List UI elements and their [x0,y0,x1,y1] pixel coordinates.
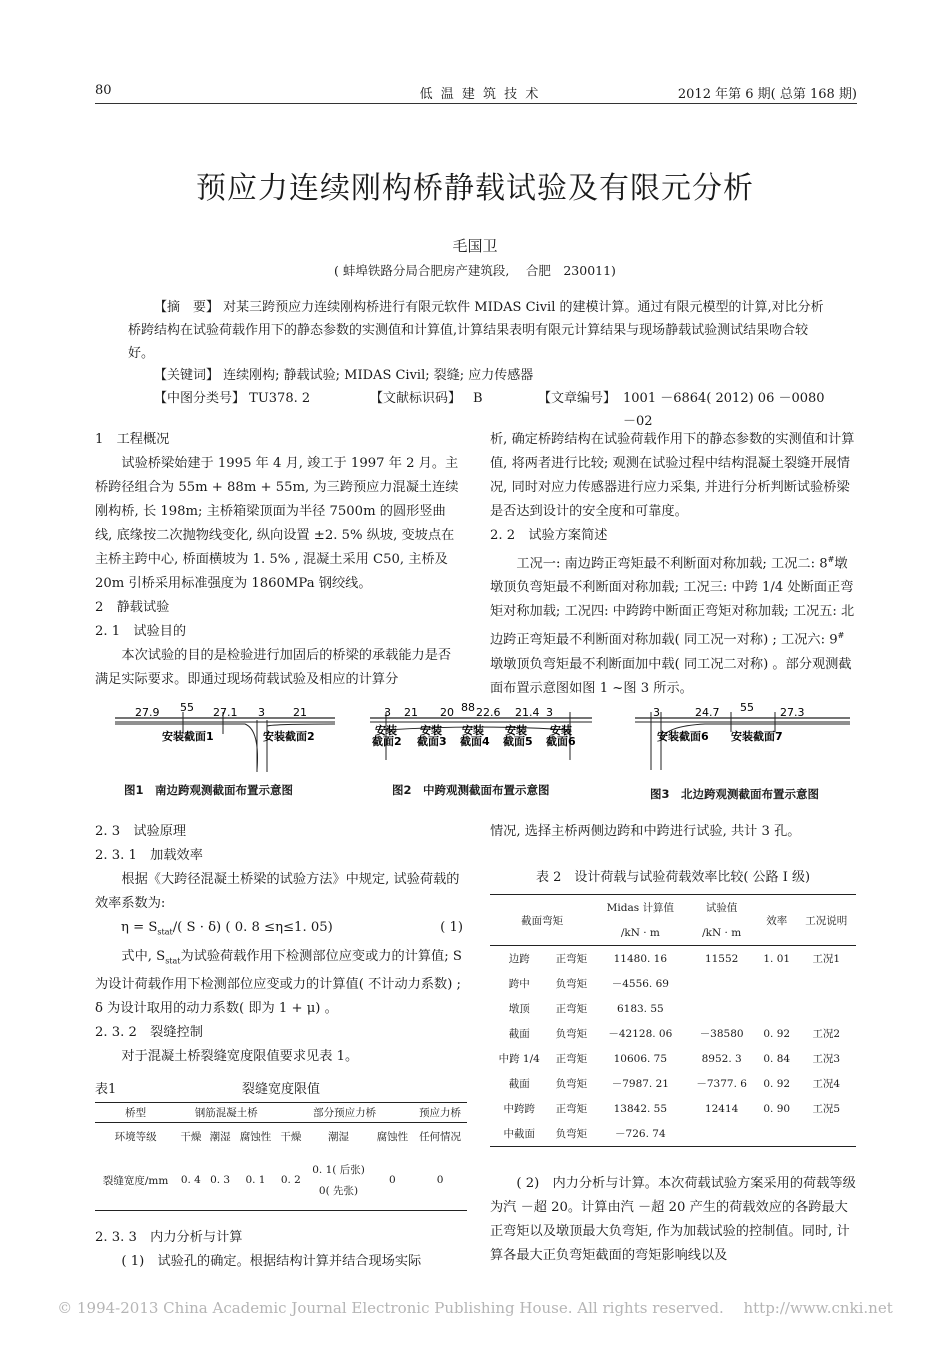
table-cell: 工况1 [812,953,841,965]
table-cell: 干燥 [280,1131,302,1144]
table-cell: 工况3 [812,1053,841,1065]
article-number: 1001 －6864( 2012) 06 －0080 －02 [623,391,825,429]
text: 式中, S [121,948,166,964]
doc-label: 【文献标识码】 [370,391,462,406]
section-label: 安装截面1 [162,730,214,743]
table-cell: 干燥 [180,1131,202,1144]
table-cell: 0. 92 [763,1027,791,1040]
table-header: 工况说明 [805,914,848,927]
formula-number: ( 1) [440,920,463,935]
paragraph: 对于混凝土桥裂缝宽度限值要求见表 1。 [121,1049,359,1065]
superscript: # [827,555,835,564]
table-cell: －38580 [699,1028,744,1040]
section-label: 截面4 [460,735,490,748]
table-cell: 边跨 [508,953,530,965]
left-column-bottom [95,820,463,1069]
table-2 [490,894,856,1147]
table-cell: 中跨跨 [503,1103,535,1115]
dim-label: 3 [653,706,660,719]
issue-info: 2012 年第 6 期( 总第 168 期) [677,87,857,102]
table-1-label: 表1 [95,1082,117,1097]
table-cell: 桥型 [125,1107,147,1119]
page-number: 80 [95,83,112,98]
heading-2-3-1: 2. 3. 1 加载效率 [95,848,203,863]
dim-label: 24.7 [695,706,720,719]
paragraph: 本次试验的目的是检验进行加固后的桥梁的承载能力是否满足实际要求。即通过现场荷载试验及相应的计算分 [95,648,452,687]
heading-2-3-2: 2. 3. 2 裂缝控制 [95,1025,203,1041]
table-cell: 正弯矩 [555,953,588,965]
heading-2-3: 2. 3 试验原理 [95,824,187,839]
table-header: /kN · m [620,926,660,939]
section-label: 安装截面2 [263,730,315,743]
table-cell: 0. 84 [763,1052,791,1065]
left-column-end [95,1226,463,1274]
paragraph: 析, 确定桥跨结构在试验荷载作用下的静态参数的实测值和计算值, 将两者进行比较; 观测在试验过程中结构混凝土裂缝开展情况, 同时对应力传感器进行应力采集, 并进行分析判断试验桥梁是否达到设计的安全度和可靠度。 [490,432,855,519]
paragraph: 根据《大跨径混凝土桥梁的试验方法》中规定, 试验荷载的效率系数为: [95,872,460,911]
figure-1-caption: 图1 南边跨观测截面布置示意图 [124,783,293,797]
right-column-bottom [490,820,856,844]
dim-label: 27.3 [780,706,805,719]
paragraph [95,945,463,1022]
table-cell: 裂缝宽度/mm [102,1174,169,1187]
dim-label: 20 [440,706,454,719]
paragraph: 情况, 选择主桥两侧边跨和中跨进行试验, 共计 3 孔。 [490,824,801,839]
table-cell: 0 [436,1174,444,1187]
table-cell: 工况2 [812,1028,841,1040]
table-cell: 负弯矩 [555,1028,588,1040]
text: 墩墩顶负弯矩最不利断面加中载( 同工况二对称) 。部分观测截面布置示意图如图 1 ~图 3 所示。 [490,656,852,696]
table-cell: 0. 1 [245,1174,266,1187]
paragraph: 试验桥梁始建于 1995 年 4 月, 竣工于 1997 年 2 月。主桥跨径组合为 55m + 88m + 55m, 为三跨预应力混凝土连续刚构桥, 长 198m; 主桥箱梁顶面为半径 7500m 的圆形竖曲线, 底缘按二次抛物线变化, 纵向设置 ±2. 5% 纵坡, 变坡点在主桥主跨中心, 桥面横坡为 1. 5% , 混凝土采用 C50, 主桥及 20m 引桥采用标准强度为 1860MPa 钢绞线。 [95,456,459,591]
table-row [490,1096,856,1121]
dim-label: 3 [258,706,265,719]
journal-name: 低 温 建 筑 技 术 [419,87,541,102]
right-column-end [490,1172,856,1268]
table-cell: 潮湿 [328,1131,350,1144]
table-cell: 0. 92 [763,1077,791,1090]
table-header: 试验值 [705,902,738,914]
table-cell: 10606. 75 [613,1052,668,1065]
table-cell [797,971,856,996]
formula-text: η = S [121,920,158,935]
table-cell: 中截面 [503,1128,535,1140]
table-row [490,971,856,996]
table-cell: －726. 74 [615,1128,666,1140]
keywords-label: 【关键词】 [154,368,220,383]
abstract-label: 【摘 要】 [154,300,220,315]
table-header: 效率 [766,914,788,927]
paper-title: 预应力连续刚构桥静载试验及有限元分析 [196,171,754,206]
table-header: /kN · m [702,926,742,939]
heading-2-2: 2. 2 试验方案简述 [490,528,608,543]
table-row [490,1121,856,1147]
keywords [128,364,828,387]
table-cell: 0. 4 [180,1174,201,1187]
section-label: 安装 [462,724,484,737]
table-header: Midas 计算值 [606,902,674,914]
section-label: 截面5 [503,735,533,748]
table-cell: 0. 3 [210,1174,231,1187]
section-label: 安装 [375,724,397,737]
table-cell: 1. 01 [763,952,791,965]
section-label: 截面3 [417,735,447,748]
table-header: 截面弯矩 [521,914,564,927]
table-cell: 环境等级 [114,1131,157,1144]
table-cell: 正弯矩 [555,1053,588,1065]
table-cell: 负弯矩 [555,1128,588,1140]
clc-code: TU378. 2 [249,391,311,406]
text: 工况一: 南边跨正弯矩最不利断面对称加载; 工况二: 8 [516,556,828,572]
table-cell: 工况5 [812,1103,841,1115]
subscript: stat [165,956,181,966]
text: 墩墩顶负弯矩最不利断面对称加载; 工况三: 中跨 1/4 处断面正弯矩对称加载; 工况四: 中跨跨中断面正弯矩对称加载; 工况五: 北边跨正弯矩最不利断面对称加载( 同工况一对称) ; 工况六: 9 [490,556,855,648]
formula [95,916,463,945]
table-cell: 部分预应力桥 [313,1107,377,1119]
table-cell: 负弯矩 [555,1078,588,1090]
table-cell: 截面 [508,1028,530,1040]
table-cell: 潮湿 [209,1131,231,1144]
table-row [490,1046,856,1071]
table-row [490,1021,856,1046]
author: 毛国卫 [452,237,498,255]
table-cell: －7987. 21 [611,1078,669,1090]
dim-label: 88 [461,701,475,714]
table-cell: 腐蚀性 [239,1131,272,1144]
table-cell: 12414 [704,1102,739,1115]
dim-label: 27.9 [135,706,160,719]
dim-label: 21.4 [515,706,540,719]
table-cell: －4556. 69 [611,978,669,990]
heading-2: 2 静载试验 [95,600,170,615]
paragraph: ( 2) 内力分析与计算。本次荷载试验方案采用的荷载等级为汽 －超 20。计算由汽 －超 20 产生的荷载效应的各跨最大正弯矩以及墩顶最大负弯矩, 作为加载试验的控制值。同时, 计算各最大正负弯矩截面的弯矩影响线以及 [490,1176,856,1263]
dim-label: 21 [404,706,418,719]
formula-text: /( S · δ) ( 0. 8 ≤η≤1. 05) [172,920,333,935]
table-cell [686,1121,756,1147]
table-2-title: 表 2 设计荷载与试验荷载效率比较( 公路 I 级) [535,870,811,885]
heading-1: 1 工程概况 [95,432,170,447]
abstract-text: 对某三跨预应力连续刚构桥进行有限元软件 MIDAS Civil 的建模计算。通过有限元模型的计算,对比分析桥跨结构在试验荷载作用下的静态参数的实测值和计算值,计算结果表明有限元计算结果与现场静载试验测试结果吻合较好。 [128,300,824,361]
table-cell: 中跨 1/4 [498,1053,540,1065]
table-cell [686,996,756,1021]
table-cell: 正弯矩 [555,1003,588,1015]
table-cell: 11552 [704,952,739,965]
table-cell: 13842. 55 [613,1102,668,1115]
table-cell: 跨中 [508,978,530,990]
clc-label: 【中图分类号】 [154,391,246,406]
table-cell: 0. 2 [280,1174,301,1187]
table-cell: 6183. 55 [616,1002,664,1015]
dim-label: 27.1 [213,706,238,719]
table-cell [797,1121,856,1147]
heading-2-3-3: 2. 3. 3 内力分析与计算 [95,1230,243,1245]
table-cell [305,1151,371,1211]
dim-label: 21 [293,706,307,719]
table-cell: 负弯矩 [555,978,588,990]
classification [128,387,828,429]
table-1-title: 裂缝宽度限值 [241,1082,320,1097]
section-label: 截面2 [372,735,402,748]
table-cell: 工况4 [812,1078,841,1090]
table-cell: 墩顶 [508,1003,530,1015]
dim-label: 55 [180,701,194,714]
header-rule [95,103,857,104]
table-cell: 正弯矩 [555,1103,588,1115]
dim-label: 22.6 [476,706,501,719]
table-cell: 腐蚀性 [376,1131,409,1144]
section-label: 安装 [420,724,442,737]
table-cell: 任何情况 [419,1131,462,1144]
left-column-top [95,428,463,692]
section-label: 截面6 [546,735,576,748]
table-cell: 钢筋混凝土桥 [194,1107,258,1119]
table-cell [686,971,756,996]
section-label: 安装截面6 [657,730,709,743]
subscript: stat [157,927,173,937]
keywords-text: 连续刚构; 静载试验; MIDAS Civil; 裂缝; 应力传感器 [223,368,534,383]
abstract [128,296,828,365]
article-label: 【文章编号】 [538,391,617,406]
affiliation: ( 蚌埠铁路分局合肥房产建筑段, 合肥 230011) [334,263,616,278]
doc-code: B [473,391,483,406]
paragraph [490,548,856,701]
heading-2-1: 2. 1 试验目的 [95,624,187,639]
table-cell: －7377. 6 [696,1078,747,1090]
table-cell [757,1121,797,1147]
table-1 [95,1102,467,1211]
table-cell: －42128. 06 [608,1028,673,1040]
table-cell: 预应力桥 [419,1107,462,1119]
table-row [490,946,856,972]
table-cell: 8952. 3 [701,1052,742,1065]
dim-label: 3 [384,706,391,719]
table-row [490,1071,856,1096]
figure-3-caption: 图3 北边跨观测截面布置示意图 [650,787,819,801]
table-cell: 0 [389,1174,396,1187]
table-row [490,996,856,1021]
dim-label: 3 [546,706,553,719]
text: 为试验荷载作用下检测部位应变或力的计算值; S 为设计荷载作用下检测部位应变或力的计算值( 不计动力系数) ; δ 为设计取用的动力系数( 即为 1 + μ) 。 [95,948,462,1017]
right-column-top [490,428,856,701]
table-cell-line: 0. 1( 后张) [312,1164,365,1177]
table-cell [797,996,856,1021]
section-label: 安装截面7 [731,730,783,743]
figure-2-caption: 图2 中跨观测截面布置示意图 [392,783,550,797]
table-cell [757,971,797,996]
table-cell [757,996,797,1021]
table-cell: 截面 [508,1078,530,1090]
paragraph: ( 1) 试验孔的确定。根据结构计算并结合现场实际 [121,1254,422,1269]
section-label: 安装 [550,724,572,737]
table-cell-line: 0( 先张) [318,1185,359,1198]
superscript: # [837,631,845,641]
table-cell: 0. 90 [763,1102,791,1115]
copyright-footer: © 1994-2013 China Academic Journal Electronic Publishing House. All rights reserved. http://www.cnki.net [57,1299,893,1317]
table-cell: 11480. 16 [613,952,668,965]
dim-label: 55 [740,701,754,714]
section-label: 安装 [505,724,527,737]
